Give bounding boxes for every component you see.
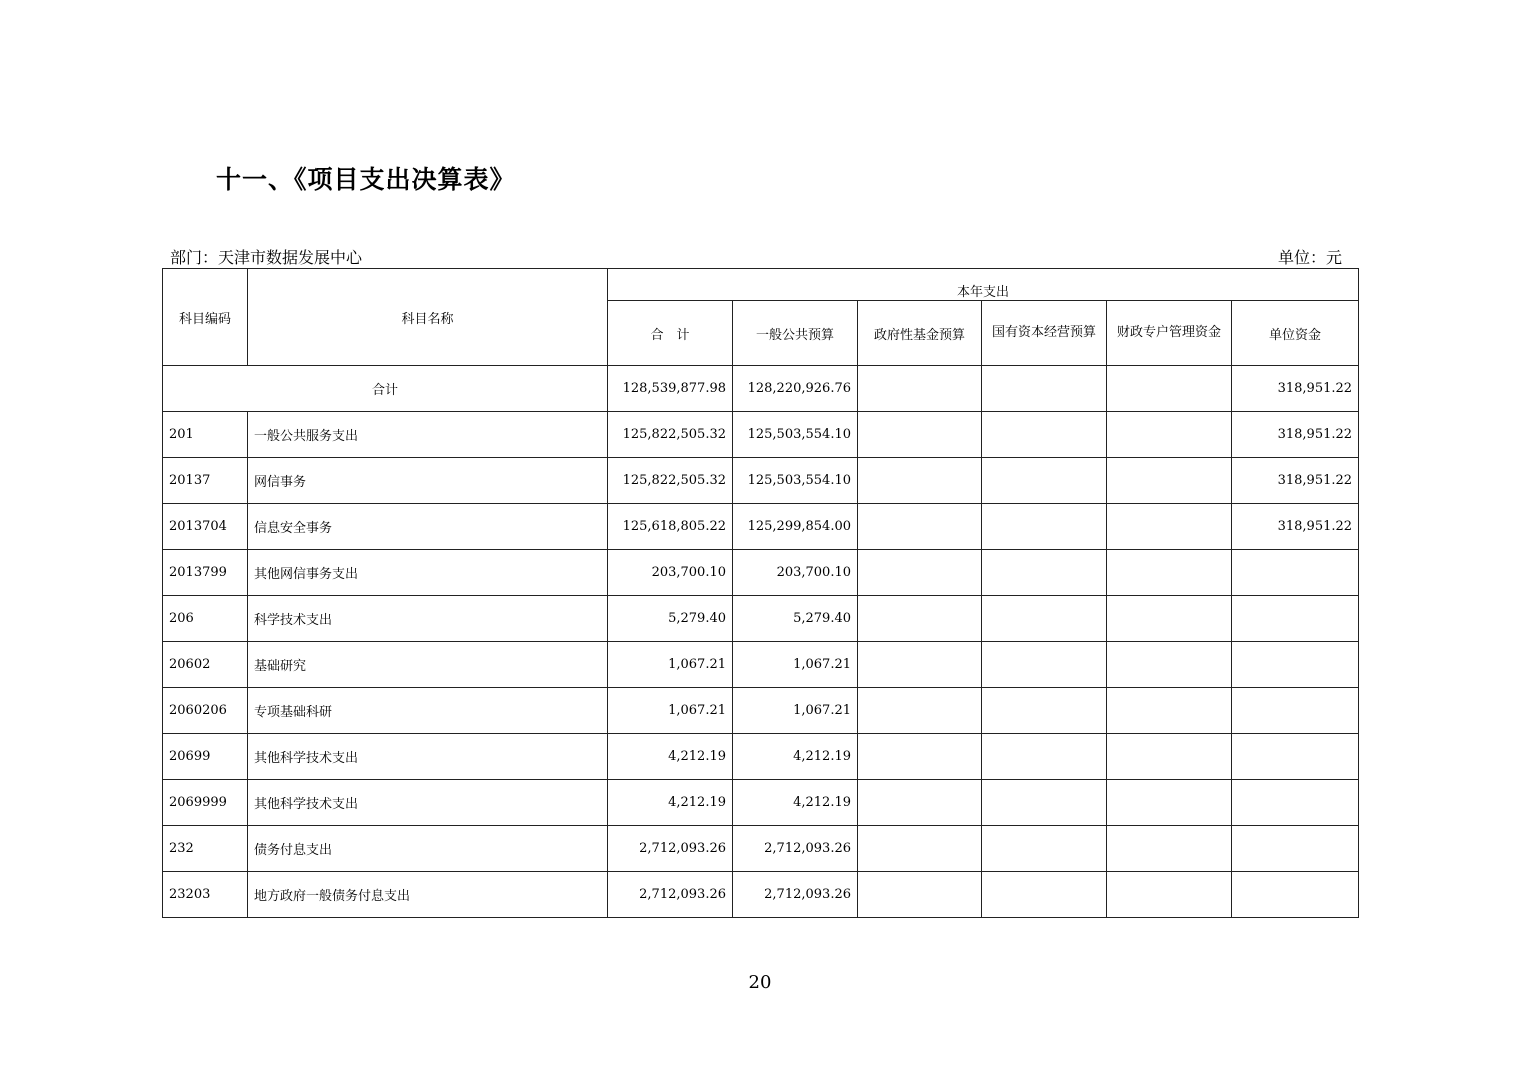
- cell-name: 基础研究: [248, 642, 608, 688]
- cell-gov-fund: [858, 596, 982, 642]
- cell-code: 20602: [163, 642, 248, 688]
- header-general-budget: 一般公共预算: [733, 301, 858, 366]
- cell-total: 1,067.21: [608, 642, 733, 688]
- cell-fiscal-special: [1107, 550, 1232, 596]
- table-row: [163, 596, 1359, 642]
- cell-gov-fund: [858, 504, 982, 550]
- total-label: 合计: [163, 366, 608, 412]
- table-row: [163, 642, 1359, 688]
- cell-total: 125,618,805.22: [608, 504, 733, 550]
- cell-state-capital: [982, 596, 1107, 642]
- cell-unit-funds: [1232, 780, 1359, 826]
- cell-total: 203,700.10: [608, 550, 733, 596]
- header-code: 科目编码: [163, 269, 248, 366]
- cell-code: 2060206: [163, 688, 248, 734]
- total-cell-fiscal-special: [1107, 366, 1232, 412]
- cell-code: 20699: [163, 734, 248, 780]
- total-cell-unit-funds: 318,951.22: [1232, 366, 1359, 412]
- cell-unit-funds: [1232, 688, 1359, 734]
- cell-state-capital: [982, 872, 1107, 918]
- table-row: [163, 826, 1359, 872]
- header-name: 科目名称: [248, 269, 608, 366]
- cell-gov-fund: [858, 872, 982, 918]
- total-cell-gov-fund: [858, 366, 982, 412]
- cell-general-budget: 2,712,093.26: [733, 826, 858, 872]
- cell-name: 其他科学技术支出: [248, 734, 608, 780]
- header-row-top: [163, 269, 1359, 301]
- table-row: [163, 872, 1359, 918]
- cell-general-budget: 125,503,554.10: [733, 412, 858, 458]
- cell-fiscal-special: [1107, 688, 1232, 734]
- cell-gov-fund: [858, 734, 982, 780]
- cell-code: 2069999: [163, 780, 248, 826]
- table-row: [163, 504, 1359, 550]
- cell-unit-funds: 318,951.22: [1232, 412, 1359, 458]
- cell-total: 2,712,093.26: [608, 826, 733, 872]
- cell-fiscal-special: [1107, 412, 1232, 458]
- project-expenditure-table: [162, 268, 1359, 918]
- cell-general-budget: 1,067.21: [733, 642, 858, 688]
- cell-unit-funds: [1232, 550, 1359, 596]
- cell-general-budget: 125,503,554.10: [733, 458, 858, 504]
- cell-gov-fund: [858, 826, 982, 872]
- cell-fiscal-special: [1107, 734, 1232, 780]
- cell-state-capital: [982, 642, 1107, 688]
- cell-state-capital: [982, 504, 1107, 550]
- table-row: [163, 688, 1359, 734]
- cell-unit-funds: [1232, 596, 1359, 642]
- cell-gov-fund: [858, 780, 982, 826]
- cell-gov-fund: [858, 550, 982, 596]
- cell-unit-funds: [1232, 826, 1359, 872]
- cell-general-budget: 1,067.21: [733, 688, 858, 734]
- department-label: 部门：天津市数据发展中心: [170, 248, 363, 267]
- cell-name: 专项基础科研: [248, 688, 608, 734]
- cell-code: 2013799: [163, 550, 248, 596]
- cell-name: 信息安全事务: [248, 504, 608, 550]
- header-group: 本年支出: [608, 269, 1359, 301]
- cell-name: 地方政府一般债务付息支出: [248, 872, 608, 918]
- cell-fiscal-special: [1107, 872, 1232, 918]
- cell-unit-funds: [1232, 872, 1359, 918]
- cell-state-capital: [982, 688, 1107, 734]
- header-total: 合 计: [608, 301, 733, 366]
- cell-gov-fund: [858, 642, 982, 688]
- cell-general-budget: 125,299,854.00: [733, 504, 858, 550]
- cell-code: 20137: [163, 458, 248, 504]
- cell-name: 其他网信事务支出: [248, 550, 608, 596]
- cell-code: 23203: [163, 872, 248, 918]
- header-unit-funds: 单位资金: [1232, 301, 1359, 366]
- cell-name: 债务付息支出: [248, 826, 608, 872]
- cell-fiscal-special: [1107, 642, 1232, 688]
- cell-state-capital: [982, 826, 1107, 872]
- total-row: [163, 366, 1359, 412]
- cell-name: 其他科学技术支出: [248, 780, 608, 826]
- cell-total: 5,279.40: [608, 596, 733, 642]
- cell-gov-fund: [858, 458, 982, 504]
- cell-fiscal-special: [1107, 826, 1232, 872]
- cell-fiscal-special: [1107, 504, 1232, 550]
- cell-gov-fund: [858, 412, 982, 458]
- cell-state-capital: [982, 412, 1107, 458]
- cell-name: 一般公共服务支出: [248, 412, 608, 458]
- cell-name: 科学技术支出: [248, 596, 608, 642]
- cell-code: 206: [163, 596, 248, 642]
- header-state-capital: 国有资本经营预算: [982, 301, 1107, 366]
- cell-general-budget: 4,212.19: [733, 780, 858, 826]
- cell-code: 201: [163, 412, 248, 458]
- page-number: 20: [748, 972, 772, 993]
- cell-general-budget: 203,700.10: [733, 550, 858, 596]
- cell-code: 2013704: [163, 504, 248, 550]
- cell-total: 1,067.21: [608, 688, 733, 734]
- cell-fiscal-special: [1107, 458, 1232, 504]
- cell-total: 4,212.19: [608, 734, 733, 780]
- total-cell-total: 128,539,877.98: [608, 366, 733, 412]
- table-row: [163, 412, 1359, 458]
- unit-label: 单位：元: [1278, 248, 1343, 267]
- cell-unit-funds: [1232, 734, 1359, 780]
- header-fiscal-special: 财政专户管理资金: [1107, 301, 1232, 366]
- cell-code: 232: [163, 826, 248, 872]
- table-row: [163, 734, 1359, 780]
- total-cell-state-capital: [982, 366, 1107, 412]
- cell-state-capital: [982, 458, 1107, 504]
- cell-general-budget: 2,712,093.26: [733, 872, 858, 918]
- cell-total: 2,712,093.26: [608, 872, 733, 918]
- cell-general-budget: 5,279.40: [733, 596, 858, 642]
- cell-total: 125,822,505.32: [608, 458, 733, 504]
- page-title: 十一、《项目支出决算表》: [216, 165, 516, 194]
- cell-state-capital: [982, 550, 1107, 596]
- cell-name: 网信事务: [248, 458, 608, 504]
- cell-general-budget: 4,212.19: [733, 734, 858, 780]
- table-row: [163, 780, 1359, 826]
- cell-gov-fund: [858, 688, 982, 734]
- cell-fiscal-special: [1107, 780, 1232, 826]
- table-row: [163, 458, 1359, 504]
- header-gov-fund: 政府性基金预算: [858, 301, 982, 366]
- cell-fiscal-special: [1107, 596, 1232, 642]
- cell-total: 125,822,505.32: [608, 412, 733, 458]
- cell-unit-funds: [1232, 642, 1359, 688]
- cell-unit-funds: 318,951.22: [1232, 458, 1359, 504]
- cell-state-capital: [982, 780, 1107, 826]
- total-cell-general-budget: 128,220,926.76: [733, 366, 858, 412]
- table-row: [163, 550, 1359, 596]
- cell-state-capital: [982, 734, 1107, 780]
- cell-total: 4,212.19: [608, 780, 733, 826]
- cell-unit-funds: 318,951.22: [1232, 504, 1359, 550]
